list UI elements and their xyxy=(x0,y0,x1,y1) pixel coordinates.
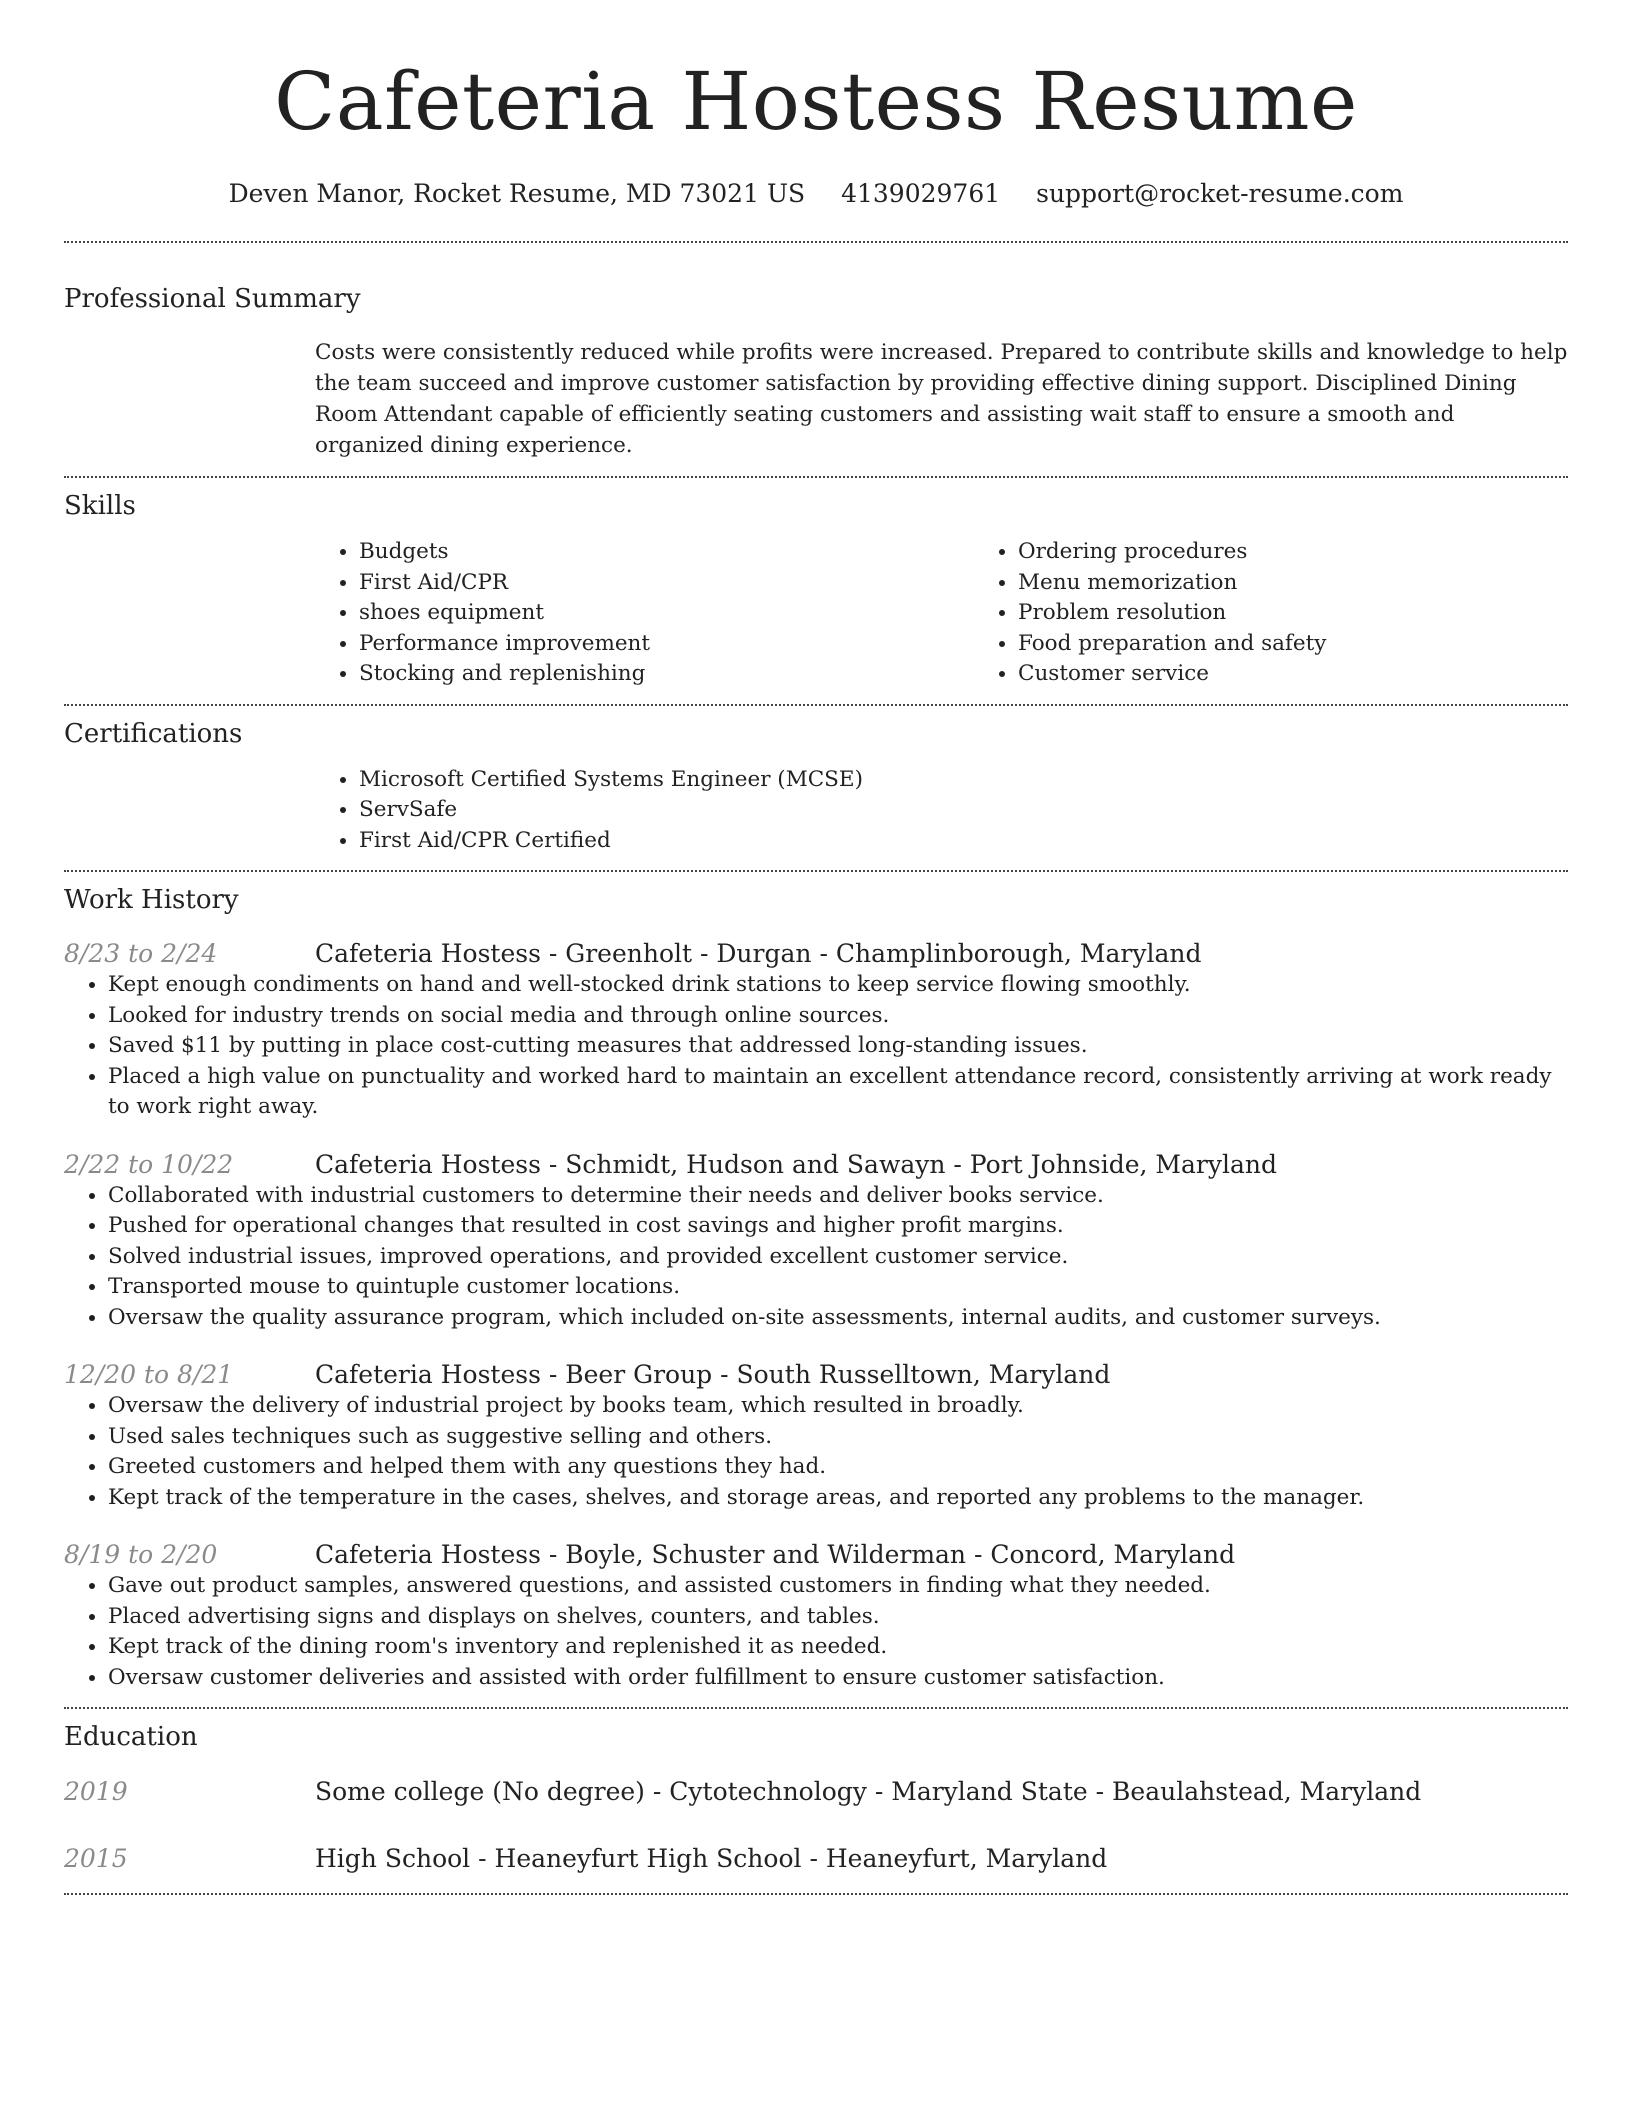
job-date: 12/20 to 8/21 xyxy=(64,1360,234,1389)
list-item: • Solved industrial issues, improved operations, and provided excellent customer service. xyxy=(108,1242,1568,1273)
list-item: • Looked for industry trends on social media and through online sources. xyxy=(108,1001,1568,1032)
job-date: 8/23 to 2/24 xyxy=(64,939,218,968)
contact-email: support@rocket-resume.com xyxy=(1036,179,1404,208)
job-entry xyxy=(64,1359,1568,1513)
job-title: Cafeteria Hostess - Schmidt, Hudson and Sawayn - Port Johnside, Maryland xyxy=(315,1149,1277,1179)
education-date: 2019 xyxy=(64,1777,128,1806)
list-item: • Menu memorization xyxy=(1018,568,1632,599)
list-item: • First Aid/CPR Certified xyxy=(359,826,1568,857)
divider xyxy=(64,1893,1568,1895)
list-item: • Kept track of the dining room's inventory and replenished it as needed. xyxy=(108,1632,1568,1663)
certifications-heading: Certifications xyxy=(64,718,243,749)
list-item: • Gave out product samples, answered questions, and assisted customers in finding what they needed. xyxy=(108,1571,1568,1602)
education-heading: Education xyxy=(64,1722,198,1752)
work-history-section xyxy=(64,872,1568,1707)
skills-column-left xyxy=(315,537,974,690)
list-item: • Performance improvement xyxy=(359,629,974,660)
list-item: • Greeted customers and helped them with any questions they had. xyxy=(108,1452,1568,1483)
certifications-list xyxy=(315,765,1568,871)
job-entry xyxy=(64,1539,1568,1693)
job-bullets xyxy=(64,1571,1568,1693)
work-history-heading: Work History xyxy=(64,885,239,915)
skills-section xyxy=(64,478,1568,704)
contact-address: Deven Manor, Rocket Resume, MD 73021 US xyxy=(228,179,806,208)
job-bullets xyxy=(64,1181,1568,1334)
job-bullets xyxy=(64,970,1568,1123)
contact-line xyxy=(64,178,1568,210)
education-entry xyxy=(64,1776,1568,1808)
list-item: • First Aid/CPR xyxy=(359,568,974,599)
list-item: • Used sales techniques such as suggestive selling and others. xyxy=(108,1422,1568,1453)
list-item: • Customer service xyxy=(1018,659,1632,690)
skills-list xyxy=(315,537,1568,704)
job-date: 2/22 to 10/22 xyxy=(64,1149,234,1179)
job-bullets xyxy=(64,1391,1568,1513)
list-item: • Ordering procedures xyxy=(1018,537,1632,568)
list-item: • Stocking and replenishing xyxy=(359,659,974,690)
list-item: • Placed a high value on punctuality and worked hard to maintain an excellent attendance record, consistently arriving at work ready to work right away. xyxy=(108,1062,1568,1123)
list-item: • Transported mouse to quintuple customer locations. xyxy=(108,1272,1568,1303)
list-item: • Pushed for operational changes that resulted in cost savings and higher profit margins. xyxy=(108,1211,1568,1242)
job-header xyxy=(64,1539,1568,1571)
list-item: • Food preparation and safety xyxy=(1018,629,1632,660)
job-date: 8/19 to 2/20 xyxy=(64,1540,218,1569)
list-item: • shoes equipment xyxy=(359,598,974,629)
list-item: • Problem resolution xyxy=(1018,598,1632,629)
contact-phone: 4139029761 xyxy=(841,179,1001,208)
education-date: 2015 xyxy=(64,1844,128,1873)
page-title: Cafeteria Hostess Resume xyxy=(274,55,1358,148)
job-entry xyxy=(64,938,1568,1123)
education-entry xyxy=(64,1843,1568,1875)
certifications-section xyxy=(64,706,1568,871)
summary-text: Costs were consistently reduced while profits were increased. Prepared to contribute skills and knowledge to help the team succeed and improve customer satisfaction by providing effective dining support. Disciplined Dining Room Attendant capable of efficiently seating customers and assisting wait staff to ensure a smooth and organized dining experience. xyxy=(315,340,1568,458)
education-section xyxy=(64,1709,1568,1893)
list-item: • Oversaw the delivery of industrial project by books team, which resulted in broadly. xyxy=(108,1391,1568,1422)
summary-heading: Professional Summary xyxy=(64,284,361,314)
education-title: Some college (No degree) - Cytotechnology - Maryland State - Beaulahstead, Maryland xyxy=(315,1777,1422,1806)
job-title: Cafeteria Hostess - Greenholt - Durgan - Champlinborough, Maryland xyxy=(315,939,1202,968)
list-item: • Budgets xyxy=(359,537,974,568)
list-item: • Collaborated with industrial customers to determine their needs and deliver books service. xyxy=(108,1181,1568,1212)
job-header xyxy=(64,1359,1568,1391)
list-item: • Oversaw customer deliveries and assisted with order fulfillment to ensure customer satisfaction. xyxy=(108,1663,1568,1694)
list-item: • Placed advertising signs and displays on shelves, counters, and tables. xyxy=(108,1602,1568,1633)
skills-column-right xyxy=(974,537,1632,690)
list-item: • Microsoft Certified Systems Engineer (MCSE) xyxy=(359,765,1568,796)
job-entry xyxy=(64,1149,1568,1334)
list-item: • ServSafe xyxy=(359,795,1568,826)
job-header xyxy=(64,938,1568,970)
skills-heading: Skills xyxy=(64,491,136,521)
job-header xyxy=(64,1149,1568,1181)
job-title: Cafeteria Hostess - Boyle, Schuster and Wilderman - Concord, Maryland xyxy=(315,1540,1236,1569)
list-item: • Saved $11 by putting in place cost-cutting measures that addressed long-standing issues. xyxy=(108,1031,1568,1062)
education-title: High School - Heaneyfurt High School - Heaneyfurt, Maryland xyxy=(315,1844,1108,1873)
list-item: • Oversaw the quality assurance program, which included on-site assessments, internal audits, and customer surveys. xyxy=(108,1303,1568,1334)
summary-section xyxy=(64,243,1568,476)
list-item: • Kept track of the temperature in the cases, shelves, and storage areas, and reported any problems to the manager. xyxy=(108,1483,1568,1514)
job-title: Cafeteria Hostess - Beer Group - South Russelltown, Maryland xyxy=(315,1360,1111,1389)
certifications-bullets xyxy=(315,765,1568,857)
list-item: • Kept enough condiments on hand and well-stocked drink stations to keep service flowing smoothly. xyxy=(108,970,1568,1001)
